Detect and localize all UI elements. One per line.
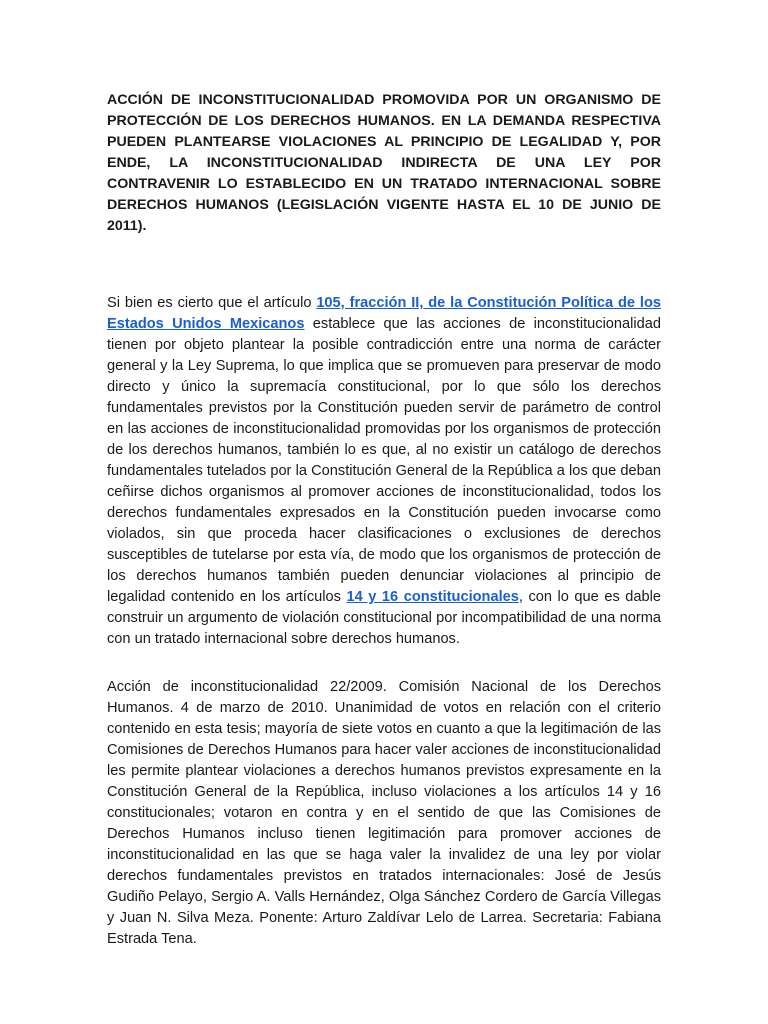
document-page: [107, 90, 661, 950]
body-text-3: , con lo que es dable construir un argumento de violación constitucional por incompatibilidad de una norma con un tratado internacional sobre derechos humanos.: [107, 589, 661, 647]
link-articles-14-16[interactable]: 14 y 16 constitucionales: [346, 589, 519, 605]
thesis-body: [107, 293, 661, 650]
link-article-105[interactable]: 105, fracción II, de la Constitución Política de los Estados Unidos Mexicanos: [107, 295, 661, 332]
thesis-heading: ACCIÓN DE INCONSTITUCIONALIDAD PROMOVIDA POR UN ORGANISMO DE PROTECCIÓN DE LOS DERECHOS HUMANOS. EN LA DEMANDA RESPECTIVA PUEDEN PLANTEARSE VIOLACIONES AL PRINCIPIO DE LEGALIDAD Y, POR ENDE, LA INCONSTITUCIONALIDAD INDIRECTA DE UNA LEY POR CONTRAVENIR LO ESTABLECIDO EN UN TRATADO INTERNACIONAL SOBRE DERECHOS HUMANOS (LEGISLACIÓN VIGENTE HASTA EL 10 DE JUNIO DE 2011).: [107, 92, 661, 234]
body-text-2: establece que las acciones de inconstitucionalidad tienen por objeto plantear la posible contradicción entre una norma de carácter general y la Ley Suprema, lo que implica que se promueven para preservar de modo directo y único la supremacía constitucional, por lo que sólo los derechos fundamentales previstos por la Constitución pueden servir de parámetro de control en las acciones de inconstitucionalidad promovidas por los organismos de protección de los derechos humanos, también lo es que, al no existir un catálogo de derechos fundamentales tutelados por la Constitución General de la República a los que deban ceñirse dichos organismos al promover acciones de inconstitucionalidad, todos los derechos fundamentales expresados en la Constitución pueden invocarse como violados, sin que proceda hacer clasificaciones o exclusiones de derechos susceptibles de tutelarse por esta vía, de modo que los organismos de protección de los derechos humanos también pueden denunciar violaciones al principio de legalidad contenido en los artículos: [107, 316, 661, 605]
body-text-1: Si bien es cierto que el artículo: [107, 295, 317, 311]
precedent-reference: Acción de inconstitucionalidad 22/2009. Comisión Nacional de los Derechos Humanos. 4 de marzo de 2010. Unanimidad de votos en relación con el criterio contenido en esta tesis; mayoría de siete votos en cuanto a que la legitimación de las Comisiones de Derechos Humanos para hacer valer acciones de inconstitucionalidad les permite plantear violaciones a derechos humanos previstos expresamente en la Constitución General de la República, incluso violaciones a los artículos 14 y 16 constitucionales; votaron en contra y en el sentido de que las Comisiones de Derechos Humanos incluso tienen legitimación para promover acciones de inconstitucionalidad en las que se haga valer la invalidez de una ley por violar derechos fundamentales previstos en tratados internacionales: José de Jesús Gudiño Pelayo, Sergio A. Valls Hernández, Olga Sánchez Cordero de García Villegas y Juan N. Silva Meza. Ponente: Arturo Zaldívar Lelo de Larrea. Secretaria: Fabiana Estrada Tena.: [107, 679, 661, 947]
